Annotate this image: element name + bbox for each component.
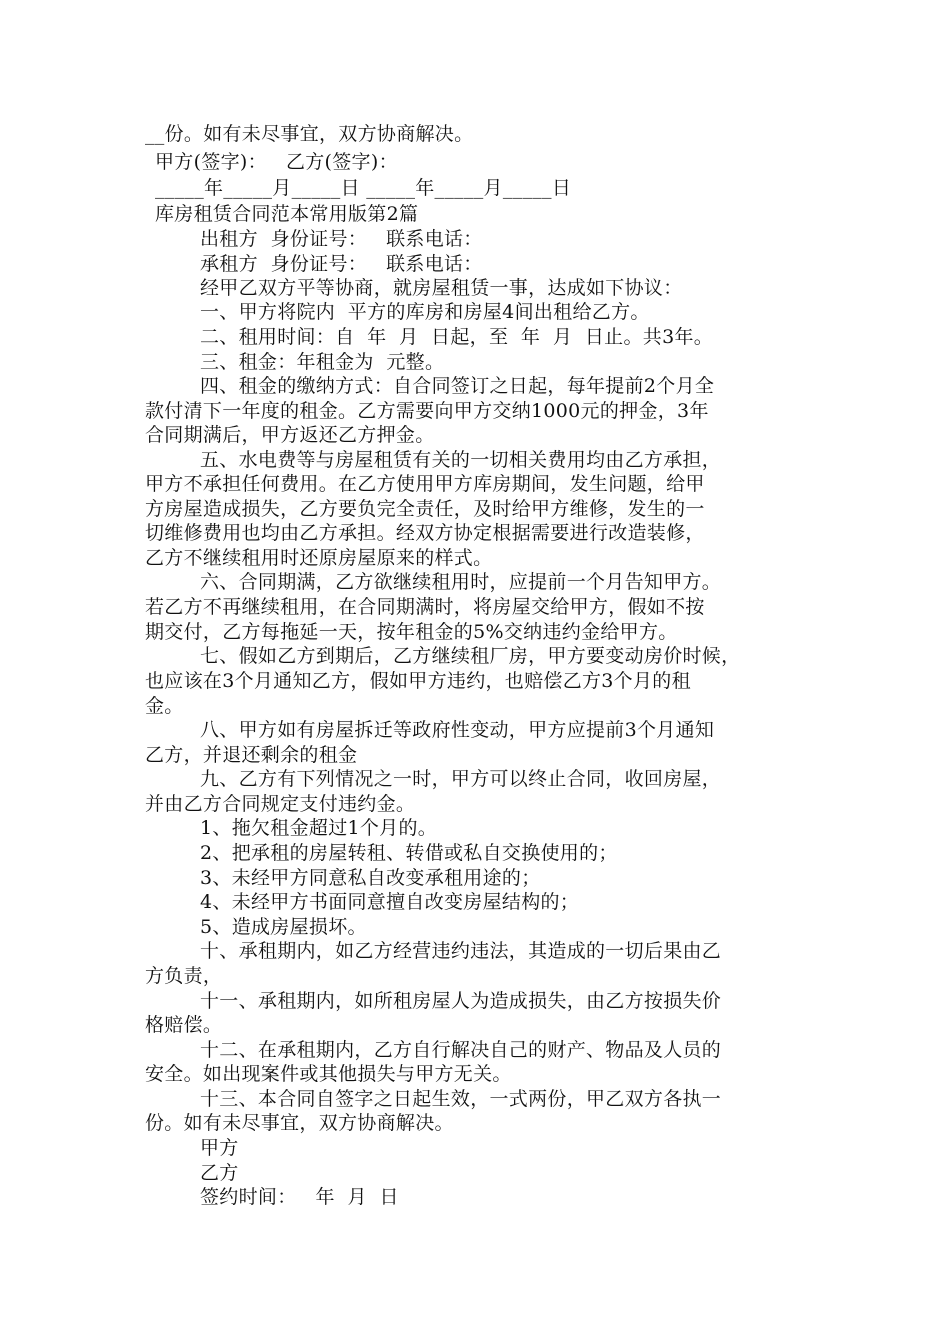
body-line: 格赔偿。	[145, 1014, 223, 1036]
body-line: 十三、本合同自签字之日起生效，一式两份，甲乙双方各执一	[200, 1088, 722, 1110]
body-line: 八、甲方如有房屋拆迁等政府性变动，甲方应提前3个月通知	[200, 719, 715, 741]
body-line: 六、合同期满，乙方欲继续租用时，应提前一个月告知甲方。	[200, 571, 722, 593]
body-line: 1、拖欠租金超过1个月的。	[200, 817, 438, 839]
body-line: 甲方不承担任何费用。在乙方使用甲方库房期间，发生问题，给甲	[145, 473, 705, 495]
body-line: 二、租用时间：自 年 月 日起，至 年 月 日止。共3年。	[200, 326, 714, 348]
body-line: 若乙方不再继续租用，在合同期满时，将房屋交给甲方，假如不按	[145, 596, 705, 618]
top-date-line: _____年_____月_____日 _____年_____月_____日	[155, 177, 572, 199]
body-line: 款付清下一年度的租金。乙方需要向甲方交纳1000元的押金，3年	[145, 400, 709, 422]
body-line: 九、乙方有下列情况之一时，甲方可以终止合同，收回房屋，	[200, 768, 722, 790]
body-line: 五、水电费等与房屋租赁有关的一切相关费用均由乙方承担，	[200, 449, 722, 471]
body-line: 十、承租期内，如乙方经营违约违法，其造成的一切后果由乙	[200, 940, 722, 962]
body-line: 乙方，并退还剩余的租金	[145, 744, 358, 766]
body-line: 三、租金：年租金为 元整。	[200, 351, 445, 373]
body-line: 份。如有未尽事宜，双方协商解决。	[145, 1112, 454, 1134]
lessor-line: 出租方 身份证号： 联系电话：	[200, 228, 483, 250]
top-line-1: __份。如有未尽事宜，双方协商解决。	[145, 123, 474, 145]
body-line: 方房屋造成损失，乙方要负完全责任，及时给甲方维修，发生的一	[145, 498, 705, 520]
body-line: 四、租金的缴纳方式：自合同签订之日起，每年提前2个月全	[200, 375, 715, 397]
body-line: 切维修费用也均由乙方承担。经双方协定根据需要进行改造装修，	[145, 522, 705, 544]
body-line: 金。	[145, 695, 184, 717]
body-line: 七、假如乙方到期后，乙方继续租厂房，甲方要变动房价时候，	[200, 645, 741, 667]
intro-line: 经甲乙双方平等协商，就房屋租赁一事，达成如下协议：	[200, 277, 683, 299]
body-line: 期交付，乙方每拖延一天，按年租金的5%交纳违约金给甲方。	[145, 621, 678, 643]
body-line: 5、造成房屋损坏。	[200, 916, 367, 938]
body-line: 十一、承租期内，如所租房屋人为造成损失，由乙方按损失价	[200, 990, 722, 1012]
body-line: 也应该在3个月通知乙方，假如甲方违约，也赔偿乙方3个月的租	[145, 670, 691, 692]
body-line: 2、把承租的房屋转租、转借或私自交换使用的；	[200, 842, 618, 864]
body-line: 并由乙方合同规定支付违约金。	[145, 793, 416, 815]
body-line: 十二、在承租期内，乙方自行解决自己的财产、物品及人员的	[200, 1039, 722, 1061]
body-line: 安全。如出现案件或其他损失与甲方无关。	[145, 1063, 512, 1085]
lessee-line: 承租方 身份证号： 联系电话：	[200, 253, 483, 275]
top-sign-line: 甲方(签字)： 乙方(签字)：	[155, 151, 398, 173]
body-line: 3、未经甲方同意私自改变承租用途的；	[200, 867, 541, 889]
body-line: 合同期满后，甲方返还乙方押金。	[145, 424, 435, 446]
signature-date: 签约时间： 年 月 日	[200, 1186, 399, 1208]
signature-party-b: 乙方	[200, 1162, 239, 1184]
body-line: 4、未经甲方书面同意擅自改变房屋结构的；	[200, 891, 580, 913]
body-line: 乙方不继续租用时还原房屋原来的样式。	[145, 547, 493, 569]
body-line: 方负责，	[145, 965, 223, 987]
signature-party-a: 甲方	[200, 1137, 239, 1159]
body-line: 一、甲方将院内 平方的库房和房屋4间出租给乙方。	[200, 301, 650, 323]
document-title: 库房租赁合同范本常用版第2篇	[155, 203, 419, 225]
